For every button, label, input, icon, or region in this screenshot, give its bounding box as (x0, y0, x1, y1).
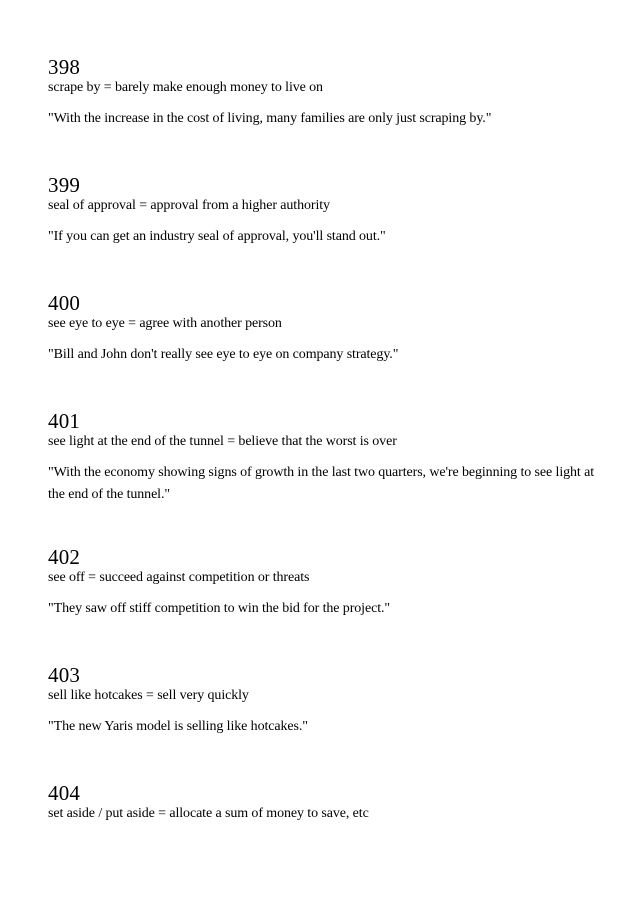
idiom-entry-404 (48, 781, 608, 823)
entry-number: 404 (48, 781, 81, 805)
idiom-definition: seal of approval = approval from a higher authority (48, 198, 330, 213)
idiom-entry-403 (48, 663, 608, 738)
idiom-definition: set aside / put aside = allocate a sum of money to save, etc (48, 806, 369, 821)
idiom-definition: scrape by = barely make enough money to live on (48, 80, 323, 95)
entry-number: 398 (48, 55, 81, 79)
idiom-entry-399 (48, 173, 608, 248)
entry-number: 399 (48, 173, 81, 197)
idiom-entry-401 (48, 409, 608, 506)
entry-number: 403 (48, 663, 81, 687)
idiom-entry-398 (48, 55, 608, 130)
idiom-definition: see light at the end of the tunnel = believe that the worst is over (48, 434, 397, 449)
idiom-example: "With the increase in the cost of living, many families are only just scraping by." (48, 111, 492, 126)
idiom-definition: see off = succeed against competition or threats (48, 570, 310, 585)
entry-number: 400 (48, 291, 81, 315)
idiom-example: "The new Yaris model is selling like hotcakes." (48, 719, 308, 734)
idiom-definition: see eye to eye = agree with another person (48, 316, 282, 331)
idiom-example: "With the economy showing signs of growth in the last two quarters, we're beginning to see light at the end of the tunnel." (48, 465, 595, 502)
idiom-example: "They saw off stiff competition to win the bid for the project." (48, 601, 390, 616)
idiom-definition: sell like hotcakes = sell very quickly (48, 688, 249, 703)
idiom-entry-400 (48, 291, 608, 366)
entry-number: 402 (48, 545, 81, 569)
idiom-entry-402 (48, 545, 608, 620)
idiom-example: "If you can get an industry seal of approval, you'll stand out." (48, 229, 386, 244)
entry-number: 401 (48, 409, 81, 433)
idiom-example: "Bill and John don't really see eye to eye on company strategy." (48, 347, 399, 362)
